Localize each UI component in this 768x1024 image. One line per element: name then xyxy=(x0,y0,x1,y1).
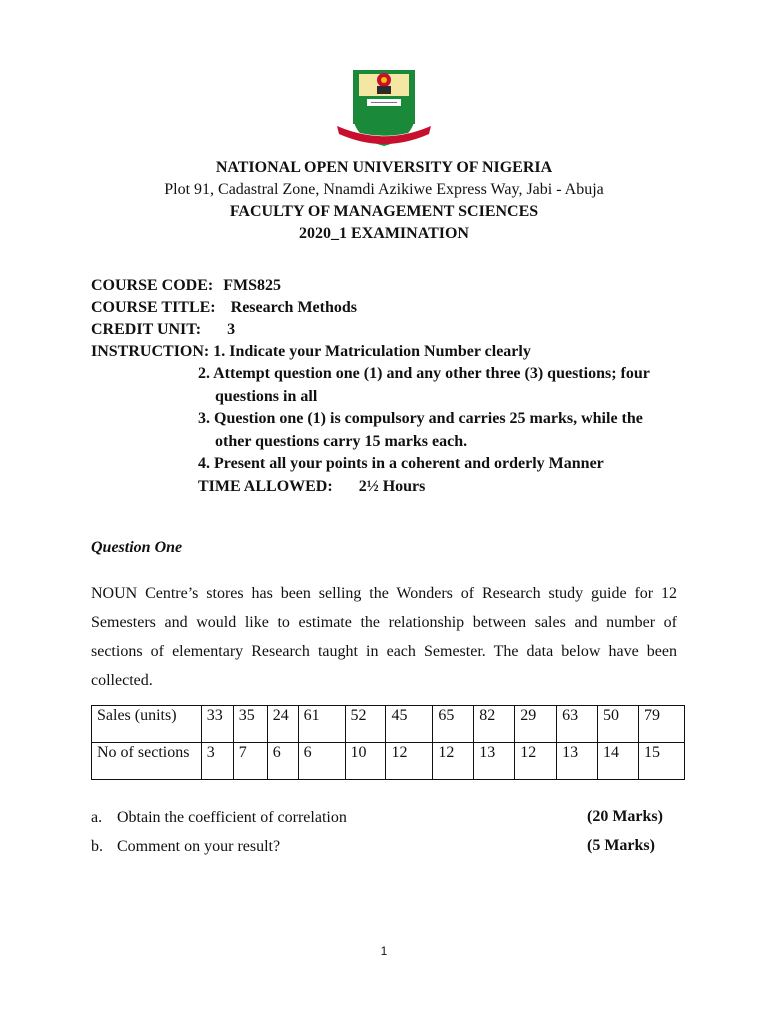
table-cell: 14 xyxy=(598,743,639,780)
table-cell: 61 xyxy=(298,706,345,743)
course-code-line xyxy=(91,275,281,297)
table-cell: 50 xyxy=(598,706,639,743)
instruction-label: INSTRUCTION: xyxy=(91,343,210,360)
part-a-marks: (20 Marks) xyxy=(587,808,663,825)
faculty-name: FACULTY OF MANAGEMENT SCIENCES xyxy=(229,203,539,220)
table-cell: 65 xyxy=(433,706,474,743)
table-row xyxy=(92,743,685,780)
instruction-3: 3. Question one (1) is compulsory and carries 25 marks, while the xyxy=(198,410,643,427)
question-one-heading: Question One xyxy=(91,539,183,556)
table-cell: 6 xyxy=(298,743,345,780)
university-name: NATIONAL OPEN UNIVERSITY OF NIGERIA xyxy=(215,159,553,176)
instruction-3-continued: other questions carry 15 marks each. xyxy=(215,432,468,450)
table-cell: 63 xyxy=(557,706,598,743)
table-cell: 24 xyxy=(267,706,298,743)
time-allowed-label: TIME ALLOWED: xyxy=(198,477,333,495)
course-title: Research Methods xyxy=(230,299,357,316)
exam-title: 2020_1 EXAMINATION xyxy=(299,225,469,242)
credit-unit-label: CREDIT UNIT: xyxy=(91,321,202,338)
part-label: a. xyxy=(91,809,103,826)
university-crest-logo xyxy=(331,64,437,148)
table-row xyxy=(92,706,685,743)
table-cell: 15 xyxy=(638,743,684,780)
instruction-list xyxy=(198,363,674,498)
part-text: Comment on your result? xyxy=(117,838,281,855)
instruction-2-continued: questions in all xyxy=(215,387,318,405)
table-cell: 45 xyxy=(386,706,433,743)
instruction-1: 1. Indicate your Matriculation Number clearly xyxy=(213,343,531,360)
table-cell: 10 xyxy=(345,743,386,780)
instruction-2: 2. Attempt question one (1) and any other three (3) questions; four xyxy=(198,365,650,382)
credit-unit-line xyxy=(91,319,235,341)
part-label: b. xyxy=(91,838,103,855)
table-cell: 12 xyxy=(433,743,474,780)
table-cell: 3 xyxy=(201,743,233,780)
table-cell: 13 xyxy=(474,743,515,780)
table-cell: 12 xyxy=(386,743,433,780)
table-cell: 79 xyxy=(638,706,684,743)
table-cell: 6 xyxy=(267,743,298,780)
credit-unit: 3 xyxy=(227,321,236,338)
instruction-4: 4. Present all your points in a coherent and orderly Manner xyxy=(198,455,604,472)
table-cell: 29 xyxy=(515,706,557,743)
course-code: FMS825 xyxy=(223,277,282,294)
time-allowed: 2½ Hours xyxy=(358,477,426,495)
table-cell: 82 xyxy=(474,706,515,743)
table-cell: 13 xyxy=(557,743,598,780)
question-part-a xyxy=(91,807,347,829)
table-cell: 12 xyxy=(515,743,557,780)
data-table xyxy=(91,705,685,780)
part-text: Obtain the coefficient of correlation xyxy=(117,809,347,826)
table-cell: 52 xyxy=(345,706,386,743)
table-cell: 35 xyxy=(233,706,267,743)
course-title-line xyxy=(91,297,357,319)
row-label: Sales (units) xyxy=(92,706,202,743)
university-address: Plot 91, Cadastral Zone, Nnamdi Azikiwe Express Way, Jabi - Abuja xyxy=(164,181,604,198)
question-one-paragraph: NOUN Centre’s stores has been selling the Wonders of Research study guide for 12 Semesters and would like to estimate the relationship between sales and number of sections of elementary Research taught in each Semester. The data below have been collected. xyxy=(91,585,677,689)
part-b-marks: (5 Marks) xyxy=(587,837,655,854)
course-title-label: COURSE TITLE: xyxy=(91,299,216,316)
question-part-b xyxy=(91,836,280,858)
row-label: No of sections xyxy=(92,743,202,780)
page-number: 1 xyxy=(380,944,388,958)
table-cell: 33 xyxy=(201,706,233,743)
table-cell: 7 xyxy=(233,743,267,780)
instruction-line xyxy=(91,341,531,363)
course-code-label: COURSE CODE: xyxy=(91,277,214,294)
time-allowed-line xyxy=(198,476,674,499)
